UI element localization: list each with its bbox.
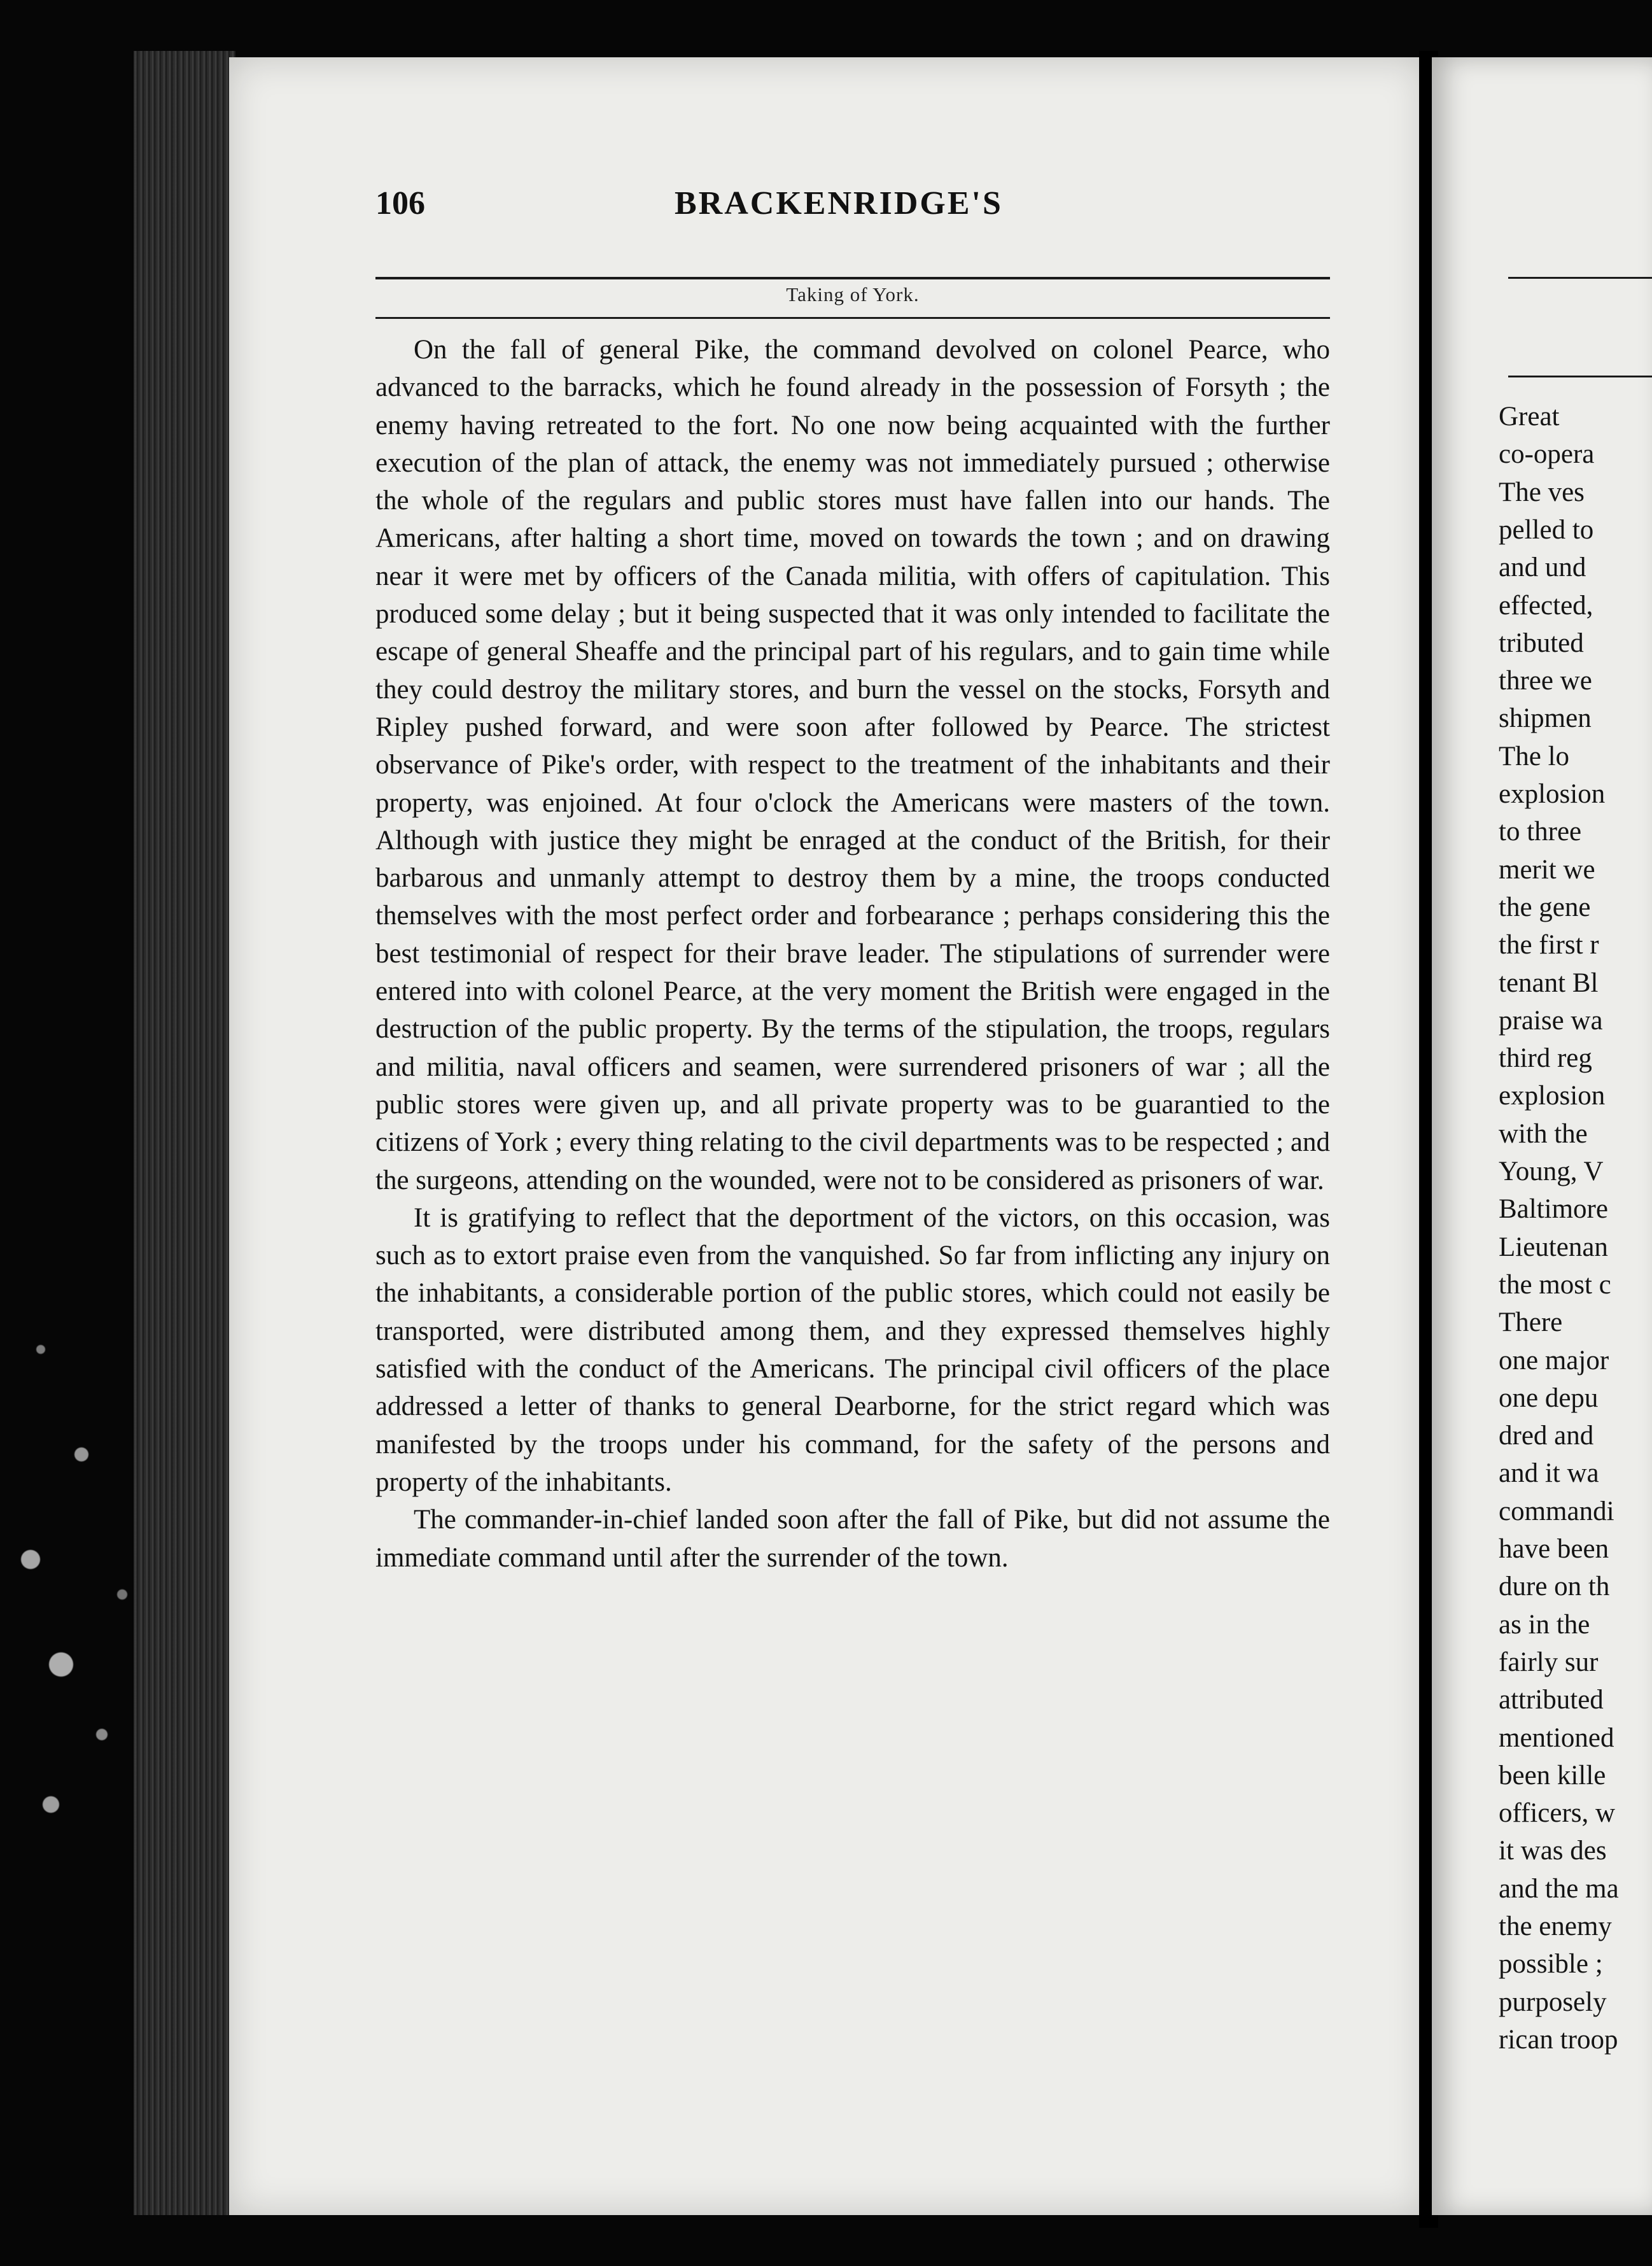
facing-page-line: explosion [1499, 1081, 1606, 1111]
facing-section-rule [1508, 376, 1652, 377]
facing-page-line: purposely [1499, 1987, 1607, 2017]
facing-page-line: been kille [1499, 1760, 1606, 1791]
facing-page-line: Young, V [1499, 1157, 1604, 1186]
facing-page-line: pelled to [1499, 514, 1594, 545]
facing-page-line: attributed [1499, 1685, 1604, 1715]
facing-page-line: tributed [1499, 628, 1584, 658]
facing-page-line: effected, [1499, 590, 1593, 621]
header-rule [375, 277, 1330, 279]
paragraph-3: The commander-in-chief landed soon after the fall of Pike, but did not assume the immediate command until after the surrender of the town. [375, 1505, 1330, 1573]
facing-page-line: dure on th [1499, 1572, 1610, 1602]
page-number: 106 [375, 185, 425, 222]
facing-page-line: co-opera [1499, 439, 1595, 470]
facing-page-line: shipmen [1499, 703, 1592, 734]
facing-page-line: one depu [1499, 1383, 1599, 1413]
facing-page-line: and the ma [1499, 1873, 1619, 1904]
facing-page-line: third reg [1499, 1043, 1592, 1074]
facing-page-line: have been [1499, 1534, 1609, 1564]
facing-page-line: merit we [1499, 854, 1595, 885]
facing-page-line: There [1499, 1307, 1563, 1338]
facing-page-line: The lo [1499, 741, 1570, 771]
facing-page-line: Great [1499, 402, 1560, 432]
facing-page-line: Lieutenan [1499, 1232, 1608, 1262]
facing-page-line: commandi [1499, 1496, 1614, 1526]
facing-header-rule [1508, 277, 1652, 279]
facing-page-line: the most c [1499, 1269, 1611, 1300]
facing-page-line: three we [1499, 666, 1592, 696]
facing-page-line: the first r [1499, 930, 1599, 961]
facing-page-line: with the [1499, 1118, 1588, 1149]
facing-page-line: praise wa [1499, 1005, 1603, 1036]
paragraph-1: On the fall of general Pike, the command devolved on colonel Pearce, who advanced to the barracks, which he found already in the possession of Forsyth ; the enemy having retreated to the fort. No one now being acquainted with the further execution of the plan of attack, the enemy was not immediately pursued ; otherwise the whole of the regulars and public stores must have fallen into our hands. The Americans, after halting a short time, moved on towards the town ; and on drawing near it were met by officers of the Canada militia, with offers of capitulation. This produced some delay ; but it being suspected that it was only intended to facilitate the escape of general Sheaffe and the principal part of his regulars, and to gain time while they could destroy the military stores, and burn the vessel on the stocks, Forsyth and Ripley pushed forward, and were soon after followed by Pearce. The strictest observance of Pike's order, with respect to the treatment of the inhabitants and their property, was enjoined. At four o'clock the Americans were masters of the town. Although with justice they might be enraged at the conduct of the British, for their barbarous and unmanly attempt to destroy them by a mine, the troops conducted themselves with the most perfect order and forbearance ; perhaps considering this the best testimonial of respect for their brave leader. The stipulations of surrender were entered into with colonel Pearce, at the very moment the British were engaged in the destruction of the public property. By the terms of the stipulation, the troops, regulars and militia, naval officers and seamen, were surrendered prisoners of war ; all the public stores were given up, and all private property was to be guarantied to the citizens of York ; every thing relating to the civil departments was to be respected ; and the surgeons, attending on the wounded, were not to be considered as prisoners of war. [375, 335, 1330, 1195]
section-heading: Taking of York. [786, 283, 920, 306]
facing-page-line: one major [1499, 1345, 1609, 1376]
facing-page-line: Baltimore [1499, 1194, 1608, 1225]
facing-page-line: explosion [1499, 779, 1606, 809]
body-text [375, 331, 1330, 1577]
facing-page-line: and und [1499, 552, 1586, 583]
facing-page-line: fairly sur [1499, 1647, 1599, 1677]
facing-page-line: dred and [1499, 1421, 1594, 1451]
facing-page-line: mentioned [1499, 1722, 1614, 1753]
scan-speckle [0, 1209, 204, 1910]
facing-page-line: the gene [1499, 892, 1591, 922]
page-header [375, 185, 1330, 242]
right-page-fragment [1432, 57, 1652, 2215]
facing-page-line: possible ; [1499, 1949, 1603, 1980]
left-page [229, 57, 1425, 2215]
facing-page-line: and it wa [1499, 1458, 1599, 1489]
facing-page-line: rican troop [1499, 2024, 1618, 2055]
running-head: BRACKENRIDGE'S [675, 185, 1003, 222]
facing-page-line: tenant Bl [1499, 968, 1599, 998]
facing-page-line: to three [1499, 817, 1582, 847]
section-rule [375, 317, 1330, 319]
facing-page-line: the enemy [1499, 1911, 1612, 1941]
paragraph-2: It is gratifying to reflect that the deportment of the victors, on this occasion, was such as to extort praise even from the vanquished. So far from inflicting any injury on the inhabitants, a considerable portion of the public stores, which could not easily be transported, were distributed among them, and they expressed themselves highly satisfied with the conduct of the Americans. The principal civil officers of the place addressed a letter of thanks to general Dearborne, for the strict regard which was manifested by the troops under his command, for the safety of the persons and property of the inhabitants. [375, 1202, 1330, 1497]
facing-page-line: as in the [1499, 1609, 1590, 1640]
facing-page-line: it was des [1499, 1836, 1607, 1866]
facing-page-line: officers, w [1499, 1798, 1616, 1829]
facing-page-line: The ves [1499, 477, 1585, 507]
